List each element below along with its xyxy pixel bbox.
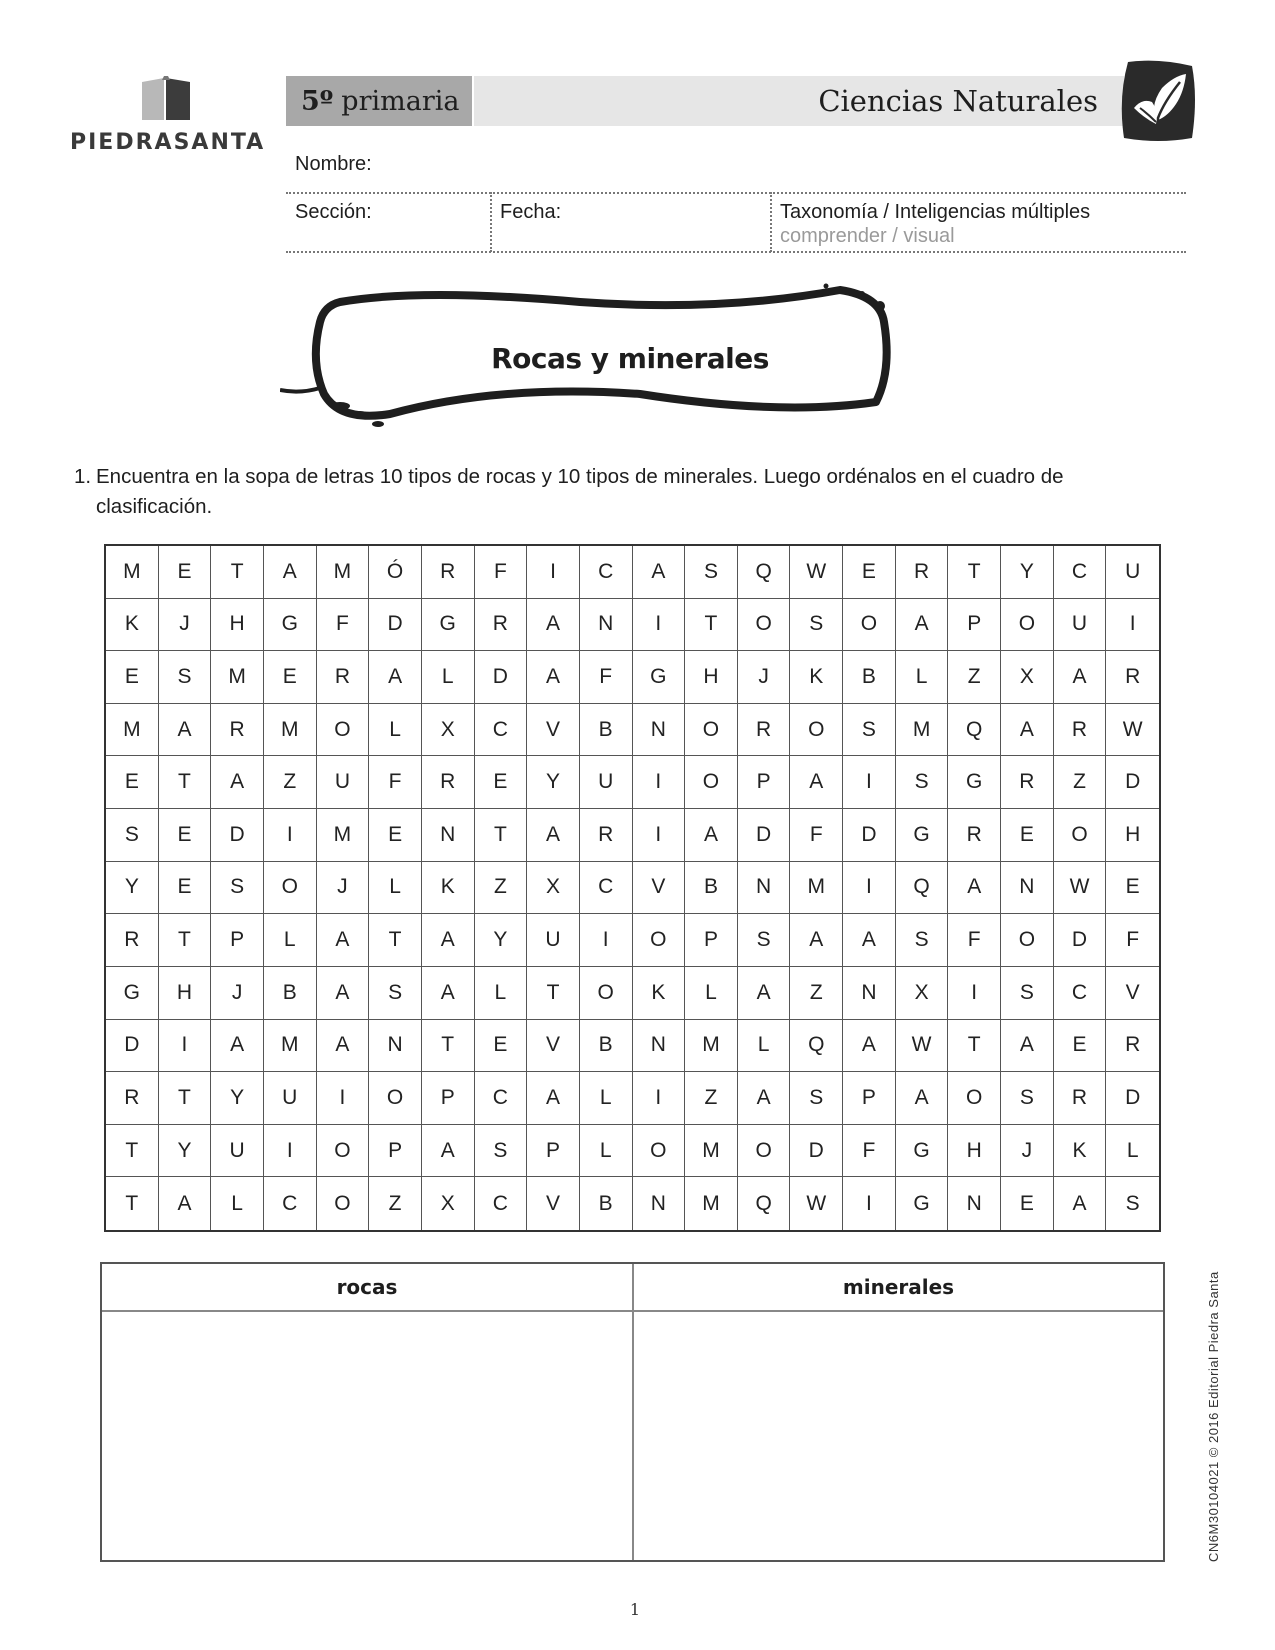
grid-cell: A xyxy=(369,651,422,704)
grid-cell: T xyxy=(685,599,738,652)
subject-bar xyxy=(474,76,1124,126)
grade-text: primaria xyxy=(341,85,460,117)
grid-cell: H xyxy=(1106,809,1159,862)
grid-cell: M xyxy=(685,1020,738,1073)
grid-cell: R xyxy=(580,809,633,862)
grid-cell: B xyxy=(843,651,896,704)
grid-cell: R xyxy=(1001,756,1054,809)
divider xyxy=(770,192,772,252)
grid-cell: I xyxy=(159,1020,212,1073)
grid-cell: P xyxy=(685,914,738,967)
grid-cell: O xyxy=(738,1125,791,1178)
grid-cell: N xyxy=(633,704,686,757)
grid-cell: O xyxy=(633,1125,686,1178)
grid-cell: O xyxy=(1001,914,1054,967)
grid-cell: I xyxy=(633,1072,686,1125)
grid-cell: A xyxy=(422,1125,475,1178)
grid-cell: O xyxy=(317,1125,370,1178)
grid-cell: A xyxy=(1054,651,1107,704)
grid-cell: A xyxy=(1054,1177,1107,1230)
grid-cell: S xyxy=(896,756,949,809)
grid-cell: K xyxy=(106,599,159,652)
grid-cell: J xyxy=(317,862,370,915)
grid-cell: E xyxy=(106,651,159,704)
grid-cell: U xyxy=(1106,546,1159,599)
grid-cell: L xyxy=(264,914,317,967)
grid-cell: T xyxy=(106,1177,159,1230)
grid-cell: C xyxy=(475,1177,528,1230)
grid-cell: Q xyxy=(896,862,949,915)
grid-cell: V xyxy=(633,862,686,915)
grid-cell: X xyxy=(527,862,580,915)
grid-cell: V xyxy=(527,1177,580,1230)
grid-cell: E xyxy=(1054,1020,1107,1073)
grid-cell: A xyxy=(159,704,212,757)
grid-cell: M xyxy=(106,704,159,757)
grid-cell: G xyxy=(948,756,1001,809)
grid-cell: A xyxy=(422,914,475,967)
subject-title: Ciencias Naturales xyxy=(818,84,1098,118)
grid-cell: U xyxy=(580,756,633,809)
grid-cell: D xyxy=(790,1125,843,1178)
grid-cell: G xyxy=(264,599,317,652)
grid-cell: J xyxy=(159,599,212,652)
grid-cell: E xyxy=(1001,1177,1054,1230)
grid-cell: P xyxy=(527,1125,580,1178)
grid-cell: I xyxy=(264,1125,317,1178)
grid-cell: U xyxy=(317,756,370,809)
grid-cell: Z xyxy=(1054,756,1107,809)
grid-cell: Y xyxy=(527,756,580,809)
grid-cell: T xyxy=(422,1020,475,1073)
grid-cell: B xyxy=(264,967,317,1020)
grid-cell: R xyxy=(1106,651,1159,704)
grid-cell: F xyxy=(317,599,370,652)
grid-cell: R xyxy=(106,1072,159,1125)
grid-cell: R xyxy=(106,914,159,967)
grid-cell: R xyxy=(422,756,475,809)
grid-cell: D xyxy=(106,1020,159,1073)
grid-cell: G xyxy=(896,809,949,862)
column-header-minerales: minerales xyxy=(842,1275,955,1299)
grid-cell: F xyxy=(843,1125,896,1178)
grid-cell: P xyxy=(211,914,264,967)
grid-cell: I xyxy=(317,1072,370,1125)
grid-cell: T xyxy=(475,809,528,862)
copyright-text: CN6M30104021 © 2016 Editorial Piedra Santa xyxy=(1206,1271,1221,1562)
grid-cell: A xyxy=(843,914,896,967)
grid-cell: X xyxy=(422,704,475,757)
grid-cell: O xyxy=(843,599,896,652)
grid-cell: A xyxy=(790,756,843,809)
grid-cell: H xyxy=(159,967,212,1020)
grid-cell: K xyxy=(633,967,686,1020)
grid-cell: T xyxy=(948,1020,1001,1073)
grid-cell: I xyxy=(580,914,633,967)
instruction-text: Encuentra en la sopa de letras 10 tipos de rocas y 10 tipos de minerales. Luego ordénalos en el cuadro de clasificación. xyxy=(96,465,1064,518)
grid-cell: O xyxy=(948,1072,1001,1125)
grid-cell: A xyxy=(896,599,949,652)
grid-cell: B xyxy=(580,1177,633,1230)
grid-cell: P xyxy=(843,1072,896,1125)
grid-cell: R xyxy=(422,546,475,599)
grid-cell: W xyxy=(1106,704,1159,757)
grid-cell: W xyxy=(790,546,843,599)
grid-cell: A xyxy=(317,967,370,1020)
grid-cell: C xyxy=(1054,967,1107,1020)
grid-cell: H xyxy=(948,1125,1001,1178)
grid-cell: A xyxy=(317,914,370,967)
book-icon xyxy=(140,74,192,124)
grid-cell: R xyxy=(1106,1020,1159,1073)
logo-text: PIEDRASANTA xyxy=(70,130,266,155)
grid-cell: S xyxy=(738,914,791,967)
grid-cell: V xyxy=(527,704,580,757)
grid-cell: N xyxy=(369,1020,422,1073)
grid-cell: O xyxy=(1054,809,1107,862)
divider xyxy=(490,192,492,252)
grid-cell: C xyxy=(475,704,528,757)
grid-cell: Ó xyxy=(369,546,422,599)
grid-cell: E xyxy=(159,809,212,862)
taxonomia-label: Taxonomía / Inteligencias múltiples xyxy=(780,201,1091,223)
grid-cell: E xyxy=(843,546,896,599)
grid-cell: L xyxy=(685,967,738,1020)
grid-cell: S xyxy=(896,914,949,967)
grid-cell: Q xyxy=(948,704,1001,757)
grid-cell: T xyxy=(159,914,212,967)
grid-cell: P xyxy=(948,599,1001,652)
grid-cell: N xyxy=(948,1177,1001,1230)
grid-cell: A xyxy=(896,1072,949,1125)
grid-cell: A xyxy=(527,809,580,862)
grid-cell: E xyxy=(369,809,422,862)
grid-cell: G xyxy=(896,1125,949,1178)
grid-cell: A xyxy=(317,1020,370,1073)
grid-cell: H xyxy=(211,599,264,652)
divider xyxy=(286,192,1186,194)
grid-cell: W xyxy=(790,1177,843,1230)
grid-cell: S xyxy=(1001,1072,1054,1125)
grid-cell: R xyxy=(1054,704,1107,757)
instruction xyxy=(74,462,1104,522)
grid-cell: K xyxy=(422,862,475,915)
grid-cell: N xyxy=(738,862,791,915)
grid-cell: S xyxy=(106,809,159,862)
grid-cell: S xyxy=(790,599,843,652)
grid-cell: A xyxy=(211,756,264,809)
grid-cell: O xyxy=(317,1177,370,1230)
grid-cell: R xyxy=(738,704,791,757)
grid-cell: A xyxy=(948,862,1001,915)
grid-cell: M xyxy=(685,1125,738,1178)
grid-cell: Y xyxy=(106,862,159,915)
grid-cell: D xyxy=(843,809,896,862)
grid-cell: A xyxy=(1001,1020,1054,1073)
seccion-label: Sección: xyxy=(295,201,372,223)
grid-cell: E xyxy=(264,651,317,704)
grid-cell: S xyxy=(1125,1191,1140,1215)
grid-cell: W xyxy=(896,1020,949,1073)
grid-cell: N xyxy=(633,1020,686,1073)
grid-cell: M xyxy=(317,809,370,862)
grid-cell: A xyxy=(527,599,580,652)
grid-cell: A xyxy=(843,1020,896,1073)
grid-cell: L xyxy=(580,1072,633,1125)
grid-cell: I xyxy=(264,809,317,862)
grid-cell: O xyxy=(633,914,686,967)
grid-cell: O xyxy=(317,704,370,757)
grid-cell: G xyxy=(633,651,686,704)
grid-cell: D xyxy=(369,599,422,652)
grid-cell: G xyxy=(896,1177,949,1230)
grid-cell: C xyxy=(580,862,633,915)
instruction-number: 1. xyxy=(74,465,92,488)
grid-cell: N xyxy=(1001,862,1054,915)
grid-cell: I xyxy=(633,599,686,652)
grid-cell: G xyxy=(106,967,159,1020)
grid-cell: E xyxy=(159,862,212,915)
grid-cell: F xyxy=(790,809,843,862)
grid-cell: L xyxy=(211,1177,264,1230)
grid-cell: O xyxy=(685,704,738,757)
grid-cell: I xyxy=(843,756,896,809)
grid-cell: Z xyxy=(475,862,528,915)
page-number: 1 xyxy=(629,1600,641,1619)
grid-cell: D xyxy=(475,651,528,704)
divider xyxy=(286,251,1186,253)
grid-cell: N xyxy=(843,967,896,1020)
grid-cell: E xyxy=(1106,862,1159,915)
grid-cell: U xyxy=(527,914,580,967)
nombre-label: Nombre: xyxy=(295,153,372,175)
grid-cell: A xyxy=(527,651,580,704)
grid-cell: R xyxy=(1054,1072,1107,1125)
grid-cell: N xyxy=(633,1177,686,1230)
grid-cell: Z xyxy=(685,1072,738,1125)
grid-cell: S xyxy=(843,704,896,757)
grid-cell: T xyxy=(948,546,1001,599)
grid-cell: U xyxy=(211,1125,264,1178)
grid-cell: E xyxy=(475,1020,528,1073)
grid-cell: X xyxy=(896,967,949,1020)
grid-cell: K xyxy=(1054,1125,1107,1178)
grid-cell: S xyxy=(369,967,422,1020)
grid-cell: L xyxy=(369,704,422,757)
grid-cell: W xyxy=(1054,862,1107,915)
grid-cell: Z xyxy=(264,756,317,809)
grid-cell: O xyxy=(1001,599,1054,652)
grid-cell: Y xyxy=(159,1125,212,1178)
grid-cell: J xyxy=(738,651,791,704)
grid-cell: D xyxy=(211,809,264,862)
grid-cell: E xyxy=(1001,809,1054,862)
grid-cell: O xyxy=(790,704,843,757)
grid-cell: C xyxy=(475,1072,528,1125)
grid-cell: I xyxy=(633,756,686,809)
grid-cell: S xyxy=(1001,967,1054,1020)
grid-cell: I xyxy=(843,1177,896,1230)
grid-cell: M xyxy=(106,546,159,599)
grid-cell: S xyxy=(685,546,738,599)
grid-cell: P xyxy=(738,756,791,809)
grid-cell: A xyxy=(159,1177,212,1230)
grid-cell: Y xyxy=(1001,546,1054,599)
grid-cell: A xyxy=(738,1072,791,1125)
grid-cell: M xyxy=(317,546,370,599)
grid-cell: F xyxy=(369,756,422,809)
grid-cell: Q xyxy=(738,546,791,599)
grid-cell: T xyxy=(106,1125,159,1178)
grid-cell: N xyxy=(422,809,475,862)
grid-cell: U xyxy=(1054,599,1107,652)
grid-cell: J xyxy=(211,967,264,1020)
grid-cell: H xyxy=(685,651,738,704)
grid-cell: F xyxy=(948,914,1001,967)
grid-cell: O xyxy=(738,599,791,652)
grid-cell: O xyxy=(580,967,633,1020)
grid-cell: L xyxy=(896,651,949,704)
grid-cell: T xyxy=(159,756,212,809)
column-header-rocas: rocas xyxy=(336,1275,398,1299)
grid-cell: A xyxy=(211,1020,264,1073)
grid-cell: I xyxy=(633,809,686,862)
grid-cell: D xyxy=(1106,1072,1159,1125)
grid-cell: B xyxy=(580,704,633,757)
grid-cell: E xyxy=(475,756,528,809)
grid-cell: A xyxy=(633,546,686,599)
grid-cell: F xyxy=(580,651,633,704)
fecha-label: Fecha: xyxy=(500,201,562,223)
grid-cell: A xyxy=(264,546,317,599)
grid-cell: Q xyxy=(738,1177,791,1230)
grid-cell: R xyxy=(896,546,949,599)
grid-cell: L xyxy=(475,967,528,1020)
grid-cell: T xyxy=(159,1072,212,1125)
grid-cell: A xyxy=(685,809,738,862)
grid-cell: S xyxy=(159,651,212,704)
grid-cell: M xyxy=(264,704,317,757)
word-search-grid xyxy=(104,544,1161,1232)
grid-cell: R xyxy=(475,599,528,652)
grid-cell: R xyxy=(317,651,370,704)
grid-cell: T xyxy=(211,546,264,599)
grid-cell: R xyxy=(211,704,264,757)
grid-cell: S xyxy=(790,1072,843,1125)
grid-cell: I xyxy=(1106,599,1159,652)
grid-cell: D xyxy=(1054,914,1107,967)
grid-cell: O xyxy=(264,862,317,915)
grid-cell: A xyxy=(422,967,475,1020)
grid-cell: M xyxy=(264,1020,317,1073)
grid-cell: B xyxy=(685,862,738,915)
grid-cell: X xyxy=(422,1177,475,1230)
grid-cell: S xyxy=(211,862,264,915)
grid-cell: F xyxy=(475,546,528,599)
grid-cell: L xyxy=(738,1020,791,1073)
grid-cell: B xyxy=(580,1020,633,1073)
grid-cell: L xyxy=(369,862,422,915)
grid-cell: Z xyxy=(369,1177,422,1230)
grid-cell: C xyxy=(1054,546,1107,599)
grid-cell: P xyxy=(422,1072,475,1125)
grade-label xyxy=(286,76,472,126)
grid-cell: Z xyxy=(790,967,843,1020)
grid-cell: P xyxy=(369,1125,422,1178)
publisher-logo xyxy=(70,74,266,164)
grid-cell: C xyxy=(580,546,633,599)
grid-cell: Y xyxy=(211,1072,264,1125)
grid-cell: A xyxy=(790,914,843,967)
grid-cell: O xyxy=(685,756,738,809)
grid-cell: D xyxy=(1106,756,1159,809)
grid-cell: M xyxy=(211,651,264,704)
grid-cell: K xyxy=(790,651,843,704)
grid-cell: L xyxy=(1106,1125,1159,1178)
grid-cell: M xyxy=(896,704,949,757)
grid-cell: C xyxy=(264,1177,317,1230)
leaf-icon xyxy=(1118,58,1198,144)
grid-cell: E xyxy=(159,546,212,599)
grid-cell: A xyxy=(1001,704,1054,757)
grid-cell: L xyxy=(422,651,475,704)
grid-cell: D xyxy=(738,809,791,862)
grid-cell: N xyxy=(580,599,633,652)
grid-cell: J xyxy=(1001,1125,1054,1178)
grid-cell: A xyxy=(527,1072,580,1125)
grid-cell: I xyxy=(527,546,580,599)
grid-cell: I xyxy=(843,862,896,915)
grid-cell: M xyxy=(790,862,843,915)
grid-cell: Z xyxy=(948,651,1001,704)
grid-cell: T xyxy=(369,914,422,967)
grid-cell: I xyxy=(948,967,1001,1020)
grid-cell: Q xyxy=(790,1020,843,1073)
grid-cell: X xyxy=(1001,651,1054,704)
grid-cell: V xyxy=(527,1020,580,1073)
grid-cell: G xyxy=(422,599,475,652)
grid-cell: E xyxy=(106,756,159,809)
grid-cell: V xyxy=(1106,967,1159,1020)
grid-cell: S xyxy=(475,1125,528,1178)
grid-cell: M xyxy=(685,1177,738,1230)
grid-cell: T xyxy=(527,967,580,1020)
grid-cell: U xyxy=(264,1072,317,1125)
grid-cell: Y xyxy=(475,914,528,967)
classification-table xyxy=(100,1262,1165,1562)
taxonomia-sublabel: comprender / visual xyxy=(780,225,955,247)
grade-number: 5º xyxy=(301,85,334,117)
grid-cell: O xyxy=(369,1072,422,1125)
grid-cell: F xyxy=(1106,914,1159,967)
grid-cell: L xyxy=(580,1125,633,1178)
grid-cell: R xyxy=(948,809,1001,862)
page-title: Rocas y minerales xyxy=(491,342,769,375)
grid-cell: A xyxy=(738,967,791,1020)
